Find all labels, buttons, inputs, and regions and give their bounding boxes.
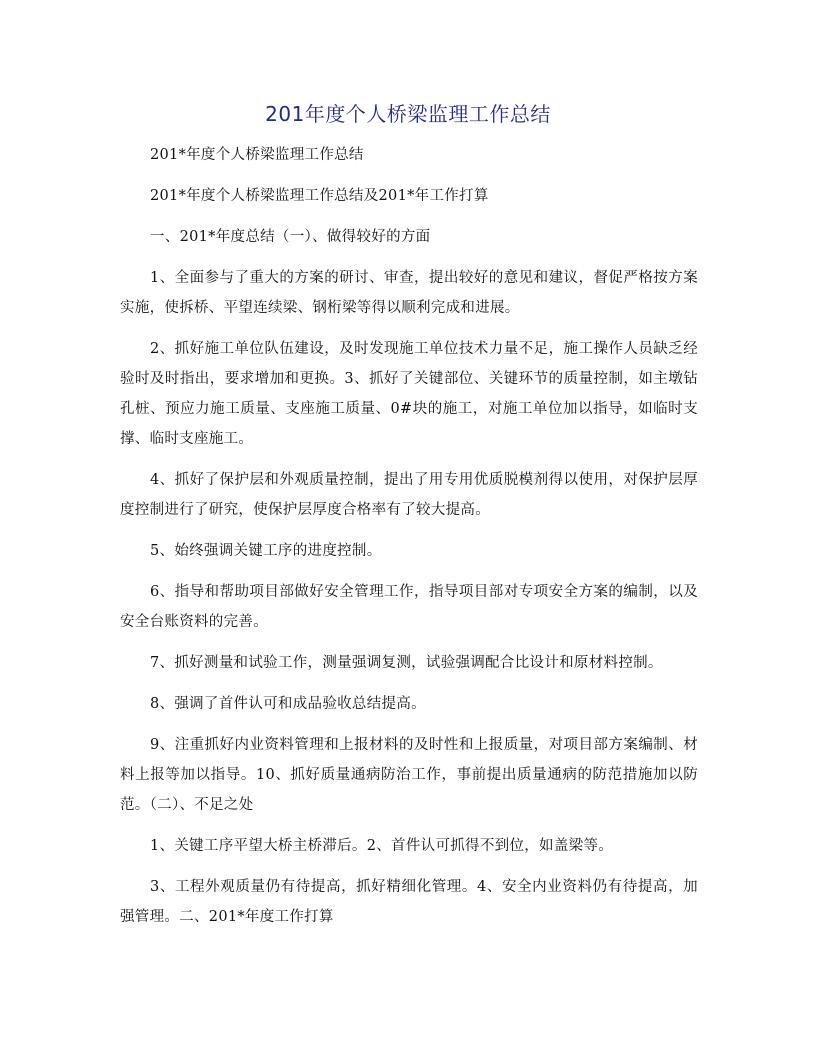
paragraph: 6、指导和帮助项目部做好安全管理工作，指导项目部对专项安全方案的编制，以及安全台账资料的完善。	[120, 584, 698, 630]
document-title: 201年度个人桥梁监理工作总结	[265, 102, 551, 126]
paragraph: 2、抓好施工单位队伍建设，及时发现施工单位技术力量不足，施工操作人员缺乏经验时及时指出，要求增加和更换。3、抓好了关键部位、关键环节的质量控制，如主墩钻孔桩、预应力施工质量、支座施工质量、0#块的施工，对施工单位加以指导，如临时支撑、临时支座施工。	[120, 341, 698, 447]
paragraph: 4、抓好了保护层和外观质量控制，提出了用专用优质脱模剂得以使用，对保护层厚度控制进行了研究，使保护层厚度合格率有了较大提高。	[120, 472, 698, 518]
paragraph: 9、注重抓好内业资料管理和上报材料的及时性和上报质量，对项目部方案编制、材料上报等加以指导。10、抓好质量通病防治工作，事前提出质量通病的防范措施加以防范。（二）、不足之处	[120, 737, 698, 813]
paragraph: 5、始终强调关键工序的进度控制。	[150, 543, 382, 559]
paragraph: 201*年度个人桥梁监理工作总结	[150, 147, 364, 163]
paragraph: 1、全面参与了重大的方案的研讨、审查，提出较好的意见和建议，督促严格按方案实施，使拆桥、平望连续梁、钢桁梁等得以顺利完成和进展。	[120, 270, 698, 316]
paragraph: 1、关键工序平望大桥主桥滞后。2、首件认可抓得不到位，如盖梁等。	[150, 838, 614, 854]
paragraph: 一、201*年度总结（一）、做得较好的方面	[150, 229, 431, 245]
paragraph: 201*年度个人桥梁监理工作总结及201*年工作打算	[150, 188, 489, 204]
paragraph: 7、抓好测量和试验工作，测量强调复测，试验强调配合比设计和原材料控制。	[150, 655, 663, 671]
document-body	[120, 140, 698, 932]
paragraph: 8、强调了首件认可和成品验收总结提高。	[150, 696, 426, 712]
paragraph: 3、工程外观质量仍有待提高，抓好精细化管理。4、安全内业资料仍有待提高，加强管理。二、201*年度工作打算	[120, 879, 698, 925]
